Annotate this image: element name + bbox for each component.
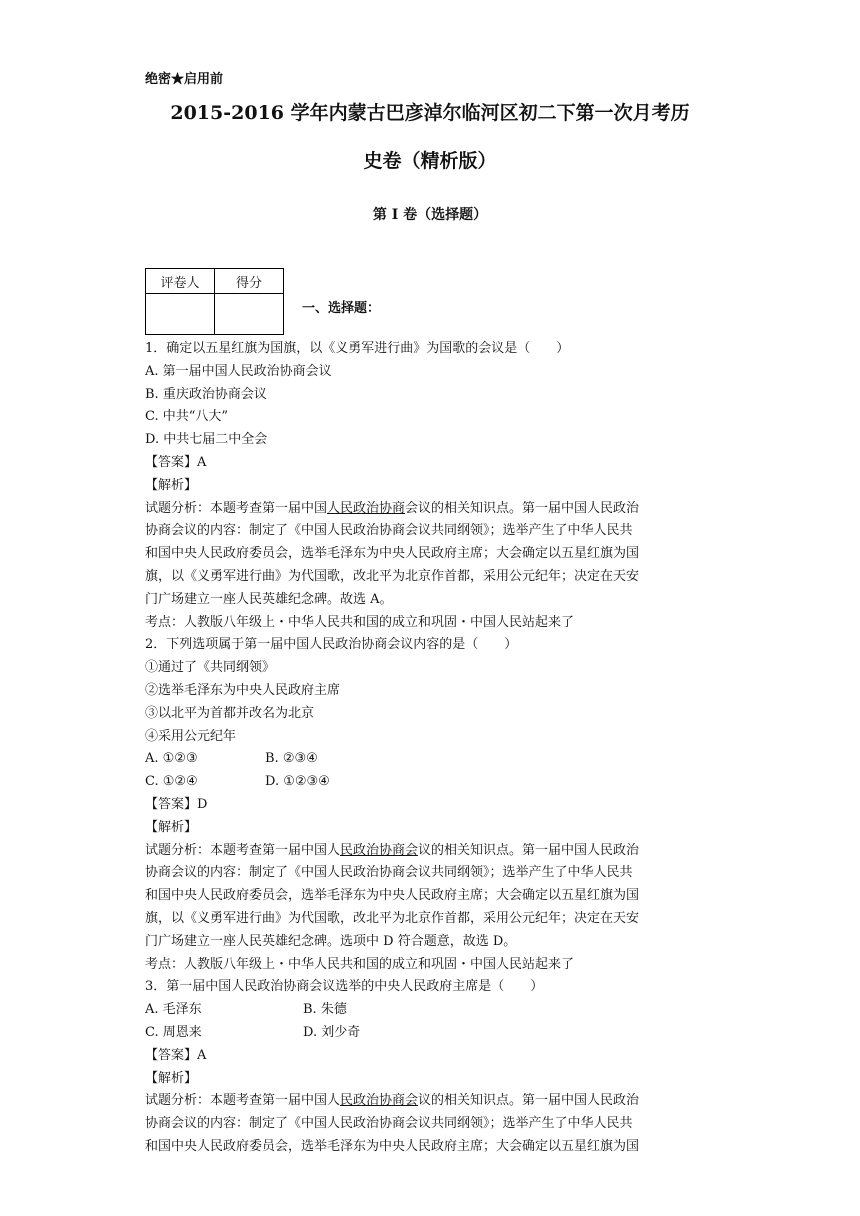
- option: B. ②③④: [265, 751, 318, 767]
- grader-cell: [146, 294, 215, 335]
- option: A. 第一届中国人民政治协商会议: [145, 363, 332, 379]
- analysis-text: 试题分析：本题考查第一届中国人民政治协商会议的相关知识点。第一届中国人民政治: [145, 842, 640, 858]
- underlined-term: 人民政治协商: [327, 500, 406, 516]
- analysis-label: 【解析】: [145, 477, 198, 493]
- knowledge-point: 考点：人教版八年级上・中华人民共和国的成立和巩固・中国人民站起来了: [145, 956, 575, 972]
- grader-header: 评卷人: [146, 269, 215, 294]
- grader-score-box: [145, 268, 284, 335]
- analysis-label: 【解析】: [145, 1070, 198, 1086]
- score-header: 得分: [215, 269, 284, 294]
- option-row: [145, 999, 720, 1022]
- option: D. 中共七届二中全会: [145, 432, 268, 448]
- option-row: [145, 771, 720, 794]
- statement-item: ①通过了《共同纲领》: [145, 660, 276, 676]
- option: B. 重庆政治协商会议: [145, 386, 267, 402]
- score-cell: [215, 294, 284, 335]
- question-type-heading: 一、选择题：: [302, 301, 381, 316]
- analysis-text: 试题分析：本题考查第一届中国人民政治协商会议的相关知识点。第一届中国人民政治: [145, 500, 640, 516]
- statement-item: ③以北平为首都并改名为北京: [145, 705, 315, 721]
- analysis-text: 协商会议的内容：制定了《中国人民政治协商会议共同纲领》；选举产生了中华人民共: [145, 1116, 633, 1132]
- analysis-text: 旗，以《义勇军进行曲》为代国歌，改北平为北京作首都，采用公元纪年；决定在天安: [145, 568, 640, 584]
- answer-line: 【答案】A: [145, 1047, 207, 1063]
- analysis-text: 试题分析：本题考查第一届中国人民政治协商会议的相关知识点。第一届中国人民政治: [145, 1093, 640, 1109]
- confidential-label: 绝密★启用前: [145, 72, 224, 87]
- analysis-text: 和国中央人民政府委员会，选举毛泽东为中央人民政府主席；大会确定以五星红旗为国: [145, 546, 640, 562]
- analysis-text: 和国中央人民政府委员会，选举毛泽东为中央人民政府主席；大会确定以五星红旗为国: [145, 888, 640, 904]
- answer-line: 【答案】D: [145, 796, 208, 812]
- statement-item: ④采用公元纪年: [145, 728, 237, 744]
- option: C. ①②④: [145, 774, 198, 790]
- analysis-text: 协商会议的内容：制定了《中国人民政治协商会议共同纲领》；选举产生了中华人民共: [145, 865, 633, 881]
- analysis-text: 协商会议的内容：制定了《中国人民政治协商会议共同纲领》；选举产生了中华人民共: [145, 523, 633, 539]
- option: D. ①②③④: [265, 774, 330, 790]
- analysis-text: 旗，以《义勇军进行曲》为代国歌，改北平为北京作首都，采用公元纪年；决定在天安: [145, 910, 640, 926]
- option-row: [145, 1022, 720, 1045]
- exam-title-line2: 史卷（精析版）: [363, 150, 497, 172]
- question-stem: 1．确定以五星红旗为国旗，以《义勇军进行曲》为国歌的会议是（ ）: [145, 341, 570, 356]
- section-heading: 第 I 卷（选择题）: [372, 207, 488, 223]
- underlined-term: 民政治协商会: [340, 842, 419, 858]
- analysis-label: 【解析】: [145, 819, 198, 835]
- knowledge-point: 考点：人教版八年级上・中华人民共和国的成立和巩固・中国人民站起来了: [145, 614, 575, 630]
- question-stem: 3．第一届中国人民政治协商会议选举的中央人民政府主席是（ ）: [145, 979, 544, 995]
- option: A. ①②③: [145, 751, 198, 767]
- option-row: [145, 748, 720, 771]
- option: D. 刘少奇: [303, 1024, 361, 1040]
- option: C. 周恩来: [145, 1024, 202, 1040]
- analysis-text: 和国中央人民政府委员会，选举毛泽东为中央人民政府主席；大会确定以五星红旗为国: [145, 1138, 640, 1154]
- underlined-term: 民政治协商会: [340, 1093, 419, 1109]
- analysis-text: 门广场建立一座人民英雄纪念碑。选项中 D 符合题意，故选 D。: [145, 933, 517, 949]
- analysis-text: 门广场建立一座人民英雄纪念碑。故选 A。: [145, 591, 393, 607]
- option: A. 毛泽东: [145, 1002, 202, 1018]
- option: C. 中共“八大”: [145, 409, 229, 425]
- statement-item: ②选举毛泽东为中央人民政府主席: [145, 682, 341, 698]
- question-stem: 2．下列选项属于第一届中国人民政治协商会议内容的是（ ）: [145, 637, 518, 653]
- exam-title-line1: 2015-2016 学年内蒙古巴彦淖尔临河区初二下第一次月考历: [170, 102, 690, 124]
- answer-line: 【答案】A: [145, 454, 207, 470]
- option: B. 朱德: [303, 1002, 347, 1018]
- questions-body: [145, 338, 720, 1159]
